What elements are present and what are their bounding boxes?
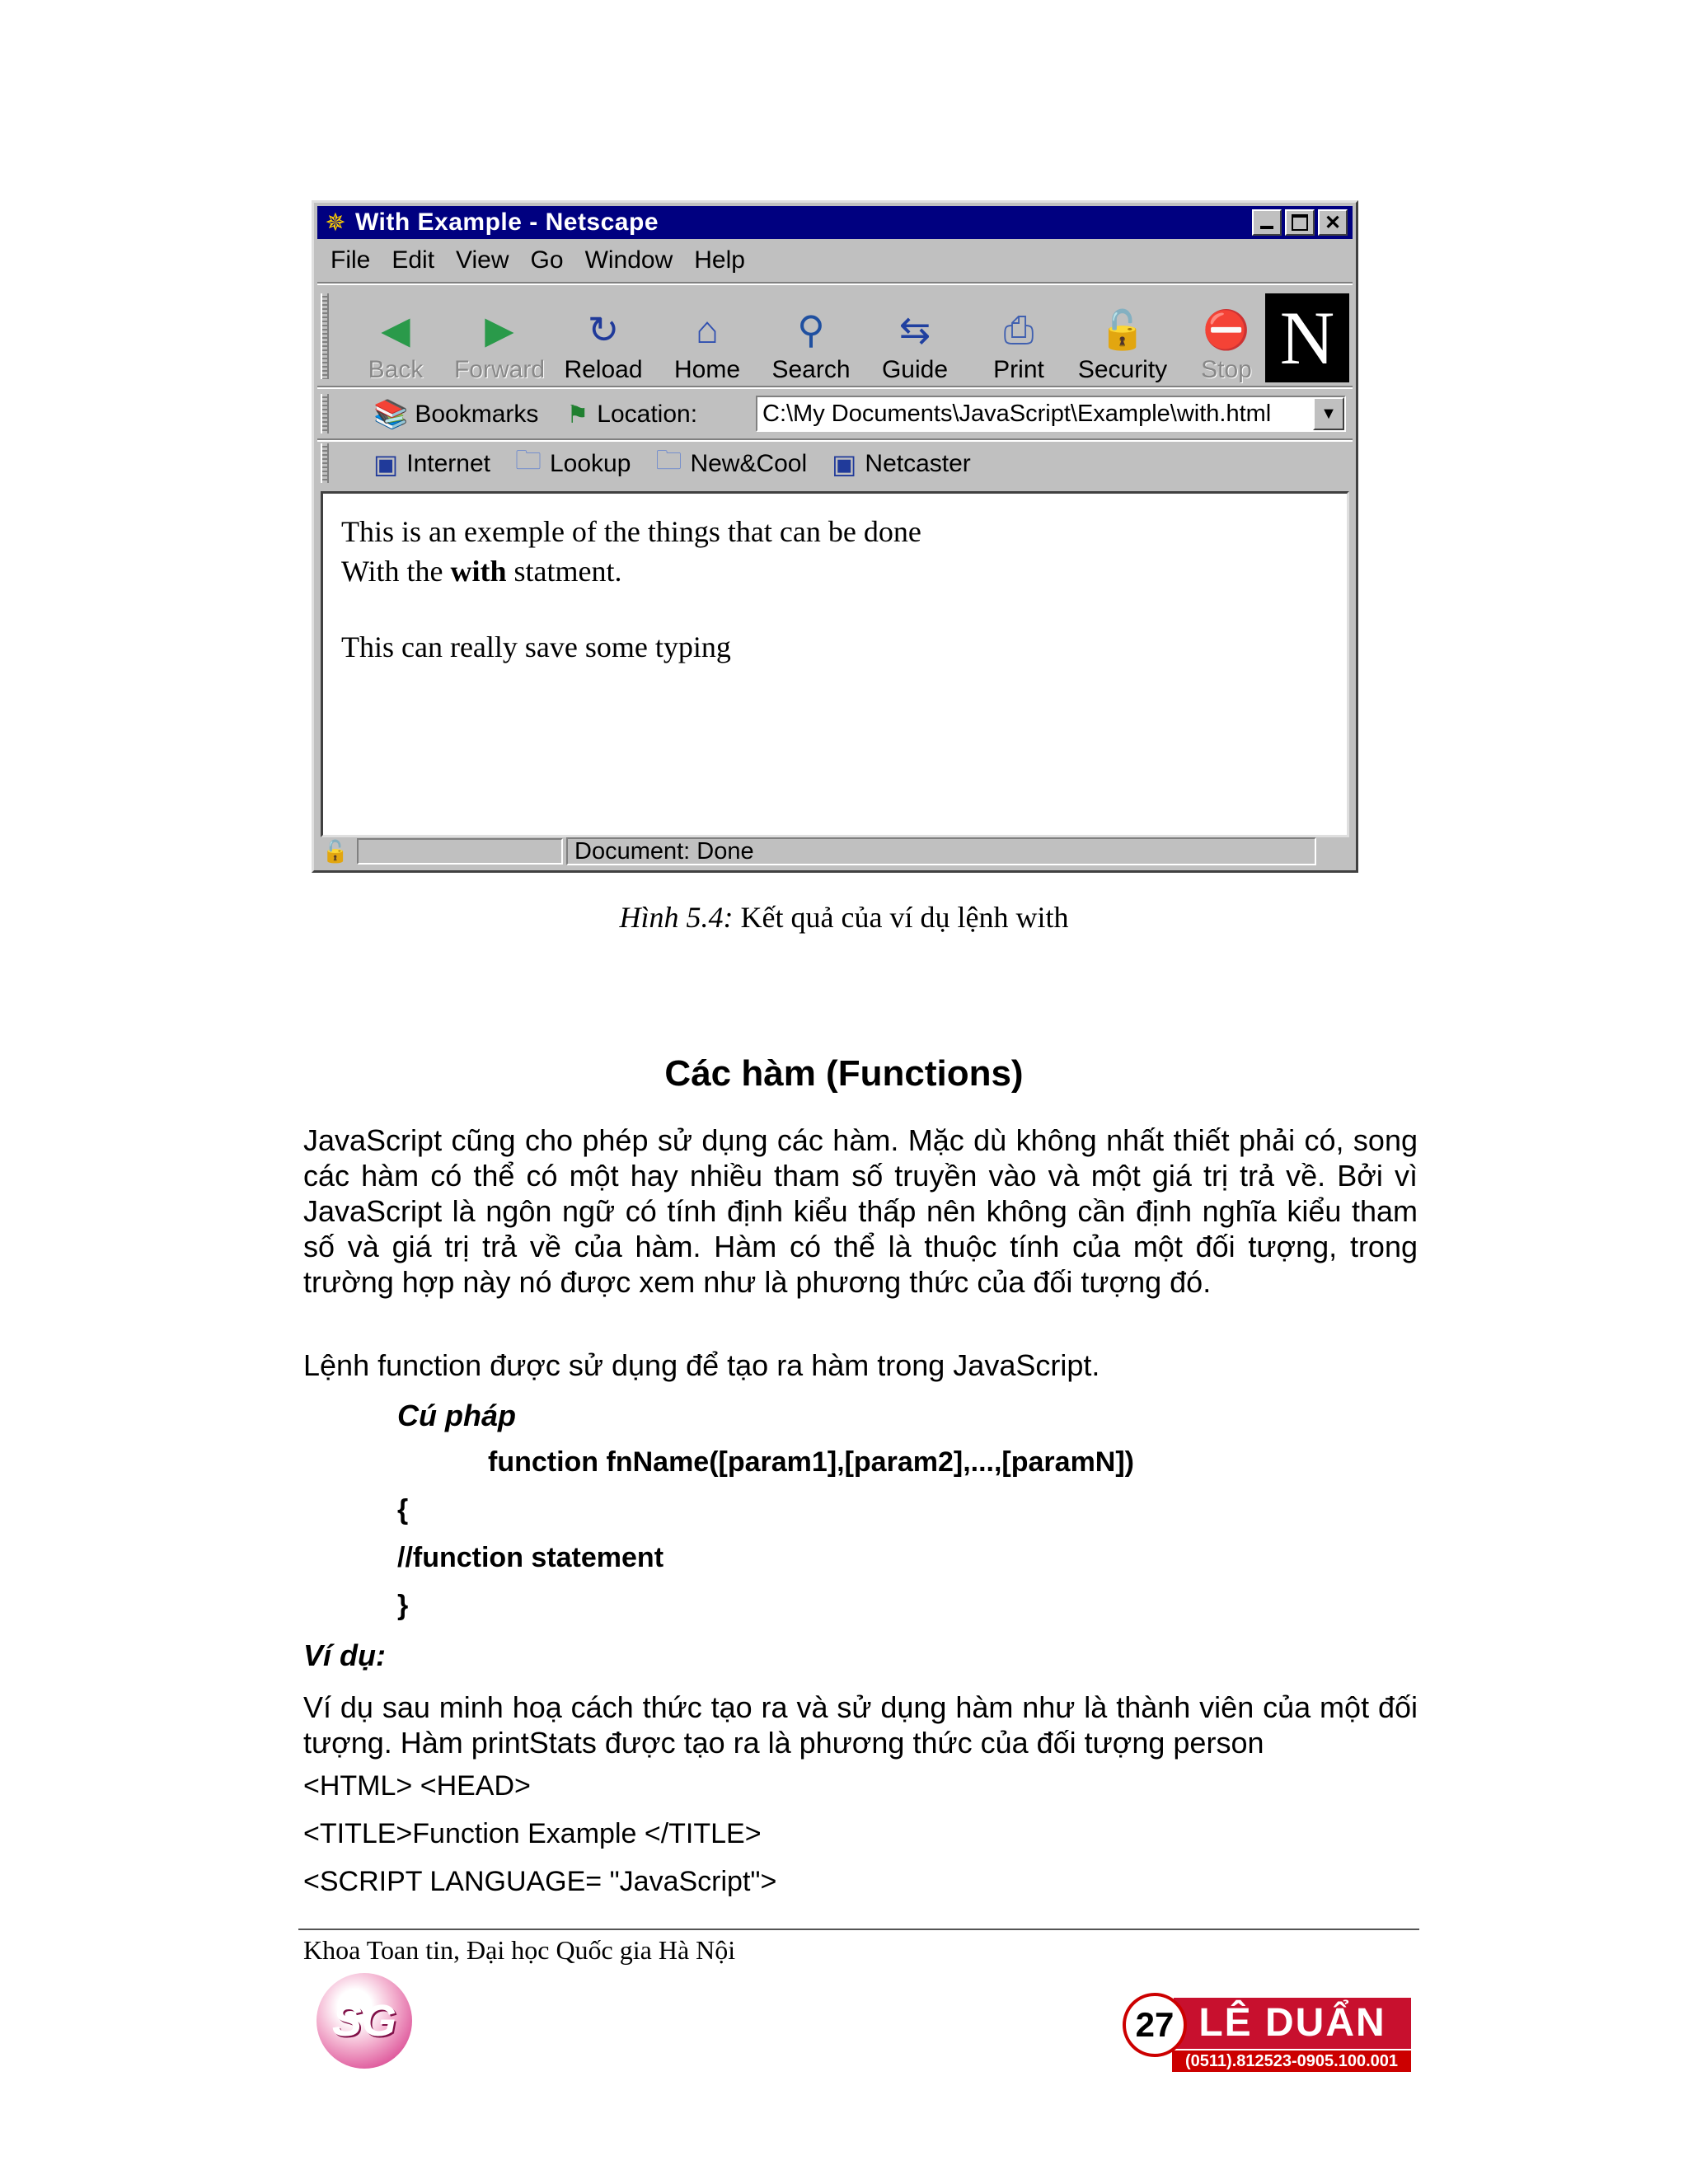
leduan-name: LÊ DUẨN (1174, 1998, 1411, 2049)
menu-window[interactable]: Window (584, 246, 673, 274)
content-line: This can really save some typing (341, 630, 731, 663)
location-dropdown-button[interactable] (1313, 397, 1344, 430)
forward-button[interactable] (448, 293, 551, 384)
leduan-number: 27 (1123, 1993, 1187, 2057)
search-label: Search (771, 356, 851, 383)
stop-icon: ⛔ (1203, 308, 1250, 351)
netscape-icon: ✵ (325, 209, 346, 237)
guide-button[interactable] (863, 293, 967, 384)
guide-icon: ⇆ (898, 308, 931, 351)
resize-grip[interactable] (1316, 837, 1353, 865)
navigation-toolbar (344, 293, 1278, 384)
netscape-logo: N (1265, 293, 1349, 382)
print-icon: ⎙ (1003, 308, 1034, 351)
stop-label: Stop (1201, 356, 1252, 383)
location-label: Location: (597, 401, 698, 428)
back-label: Back (368, 356, 424, 383)
menu-view[interactable]: View (456, 246, 509, 274)
personal-toolbar (344, 443, 1349, 485)
content-line (341, 551, 1329, 591)
location-input[interactable] (756, 396, 1346, 432)
caption-label: Hình 5.4: (619, 901, 734, 934)
internet-label: Internet (406, 450, 490, 477)
location-icon: ⚑ (566, 401, 589, 429)
reload-button[interactable] (551, 293, 655, 384)
menu-file[interactable]: File (331, 246, 371, 274)
search-button[interactable] (759, 293, 863, 384)
syntax-open-brace: { (397, 1494, 409, 1526)
content-text: With the (341, 555, 451, 588)
bookmarks-icon: 📚 (373, 399, 409, 430)
lock-icon: 🔓 (1099, 308, 1146, 351)
folder-icon: 🗀 (655, 445, 682, 475)
reload-icon: ↻ (587, 308, 620, 351)
forward-arrow-icon: ▶ (485, 308, 514, 351)
netcaster-link[interactable] (832, 448, 971, 480)
maximize-button[interactable] (1285, 209, 1315, 236)
menu-help[interactable]: Help (694, 246, 745, 274)
print-button[interactable] (967, 293, 1071, 384)
content-text: statment. (506, 555, 622, 588)
menu-edit[interactable]: Edit (392, 246, 435, 274)
paragraph: JavaScript cũng cho phép sử dụng các hàm. Mặc dù không nhất thiết phải có, song các hàm có thể có một hay nhiều tham số truyền vào và một giá trị trả về. Bởi vì JavaScript là ngôn ngữ có tính định kiểu thấp nên không cần định nghĩa kiểu tham số và giá trị trả về của hàm. Hàm có thể là thuộc tính của một đối tượng, trong trường hợp này nó được xem như là phương thức của đối tượng đó. (303, 1123, 1418, 1299)
leduan-logo (1123, 1993, 1411, 2072)
title-bar (317, 206, 1353, 239)
print-label: Print (993, 356, 1044, 383)
minimize-button[interactable] (1252, 209, 1282, 236)
status-bar (317, 836, 1353, 867)
guide-label: Guide (881, 356, 949, 383)
search-icon: ⚲ (797, 308, 825, 351)
syntax-body: //function statement (397, 1542, 664, 1573)
netcaster-label: Netcaster (865, 450, 971, 477)
paragraph: Ví dụ sau minh hoạ cách thức tạo ra và sử dụng hàm như là thành viên của một đối tượng. Hàm printStats được tạo ra là phương thức của đối tượng person (303, 1690, 1418, 1760)
back-arrow-icon: ◀ (381, 308, 410, 351)
folder-icon: 🗀 (514, 445, 542, 475)
toolbar-grip[interactable] (321, 293, 329, 379)
internet-link[interactable] (373, 448, 490, 480)
lookup-label: Lookup (549, 450, 631, 477)
page-icon: ▣ (373, 449, 399, 479)
syntax-label: Cú pháp (397, 1399, 516, 1432)
progress-panel (357, 838, 563, 865)
security-button[interactable] (1071, 293, 1175, 384)
code-line: <HTML> <HEAD> (303, 1770, 531, 1802)
reload-label: Reload (564, 356, 643, 383)
window-title: With Example - Netscape (355, 209, 659, 236)
code-line: <TITLE>Function Example </TITLE> (303, 1818, 762, 1849)
footer-text: Khoa Toan tin, Đại học Quốc gia Hà Nội (303, 1935, 736, 1965)
leduan-phone: (0511).812523-0905.100.001 (1172, 2050, 1411, 2072)
newcool-folder[interactable] (655, 442, 807, 486)
home-icon: ⌂ (696, 308, 719, 351)
close-icon: ✕ (1324, 211, 1342, 234)
browser-window (312, 200, 1358, 873)
code-line: <SCRIPT LANGUAGE= "JavaScript"> (303, 1866, 777, 1897)
divider (317, 386, 1353, 389)
lookup-folder[interactable] (515, 442, 631, 486)
location-toolbar (344, 394, 1349, 435)
back-button[interactable] (344, 293, 448, 384)
content-line: This is an exemple of the things that can be done (341, 515, 921, 548)
figure-caption (0, 900, 1688, 935)
personal-toolbar-grip[interactable] (321, 443, 329, 483)
bookmarks-button[interactable]: Bookmarks (415, 401, 539, 428)
divider (317, 282, 1353, 285)
page-content (321, 491, 1349, 837)
divider (317, 438, 1353, 442)
stop-button[interactable] (1175, 293, 1278, 384)
location-grip[interactable] (321, 394, 329, 434)
security-label: Security (1077, 356, 1168, 383)
sg-logo-text: SG (331, 1996, 397, 2046)
status-text: Document: Done (566, 837, 1316, 865)
security-status-icon[interactable]: 🔓 (321, 838, 349, 864)
menu-go[interactable]: Go (530, 246, 564, 274)
footer-divider (298, 1929, 1419, 1930)
example-label: Ví dụ: (303, 1638, 386, 1672)
paragraph: Lệnh function được sử dụng để tạo ra hàm trong JavaScript. (303, 1348, 1100, 1382)
syntax-close-brace: } (397, 1590, 409, 1621)
menu-bar (317, 242, 1353, 279)
home-label: Home (673, 356, 741, 383)
home-button[interactable] (655, 293, 759, 384)
forward-label: Forward (453, 356, 546, 383)
chevron-down-icon: ▼ (1320, 405, 1337, 423)
caption-text: Kết quả của ví dụ lệnh with (733, 901, 1069, 934)
syntax-signature: function fnName([param1],[param2],...,[paramN]) (488, 1446, 1134, 1478)
sg-logo (316, 1973, 412, 2069)
section-heading: Các hàm (Functions) (664, 1053, 1024, 1094)
close-button[interactable] (1318, 209, 1348, 236)
location-value: C:\My Documents\JavaScript\Example\with.html (762, 401, 1272, 427)
page-icon: ▣ (832, 449, 857, 479)
content-bold-text: with (450, 555, 507, 588)
newcool-label: New&Cool (690, 450, 808, 477)
